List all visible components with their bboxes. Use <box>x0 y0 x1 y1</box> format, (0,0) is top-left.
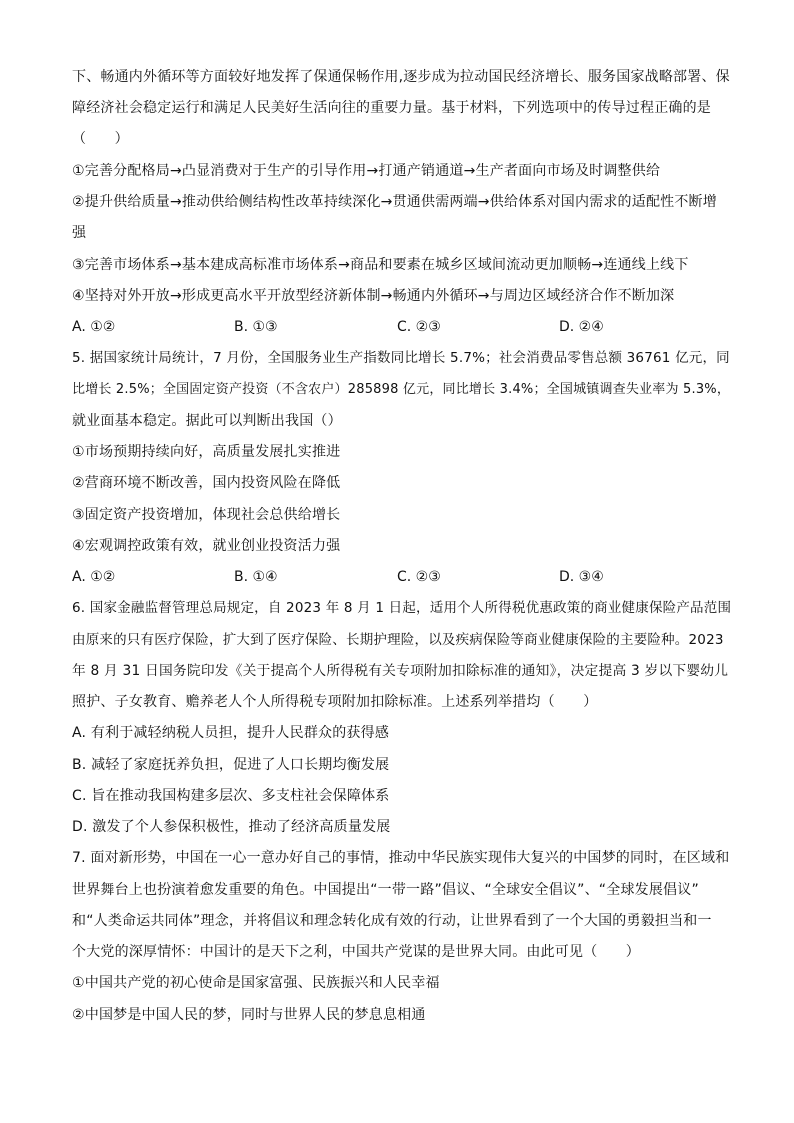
q5-item-2: ②营商环境不断改善，国内投资风险在降低 <box>72 475 341 491</box>
q5-item-1: ①市场预期持续向好，高质量发展扎实推进 <box>72 444 341 460</box>
q4-item-1: ①完善分配格局→凸显消费对于生产的引导作用→打通产销通道→生产者面向市场及时调整供给 <box>72 163 661 179</box>
q5-options <box>72 567 732 587</box>
q6-choice-b: B. 减轻了家庭抚养负担，促进了人口长期均衡发展 <box>72 757 390 773</box>
q6-choice-c: C. 旨在推动我国构建多层次、多支柱社会保障体系 <box>72 788 390 804</box>
q4-option-b: B. ①③ <box>234 319 278 335</box>
q5-option-d: D. ③④ <box>559 569 604 585</box>
q5-stem-line-1: 5. 据国家统计局统计，7 月份，全国服务业生产指数同比增长 5.7%；社会消费品零售总额 36761 亿元，同 <box>72 350 730 366</box>
q7-stem-line-2: 世界舞台上也扮演着愈发重要的角色。中国提出“一带一路”倡议、“全球安全倡议”、“全球发展倡议” <box>72 882 699 898</box>
q5-option-b: B. ①④ <box>234 569 278 585</box>
q4-item-2: ②提升供给质量→推动供给侧结构性改革持续深化→贯通供需两端→供给体系对国内需求的适配性不断增 <box>72 194 717 210</box>
q7-item-2: ②中国梦是中国人民的梦，同时与世界人民的梦息息相通 <box>72 1007 426 1023</box>
q4-stem-line-1: 下、畅通内外循环等方面较好地发挥了保通保畅作用,逐步成为拉动国民经济增长、服务国家战略部署、保 <box>72 69 730 85</box>
q6-stem-line-1: 6. 国家金融监督管理总局规定，自 2023 年 8 月 1 日起，适用个人所得税优惠政策的商业健康保险产品范围 <box>72 600 732 616</box>
q4-item-4: ④坚持对外开放→形成更高水平开放型经济新体制→畅通内外循环→与周边区域经济合作不断加深 <box>72 288 675 304</box>
q4-option-c: C. ②③ <box>397 319 441 335</box>
q7-stem-line-3: 和“人类命运共同体”理念，并将倡议和理念转化成有效的行动，让世界看到了一个大国的勇毅担当和一 <box>72 913 712 929</box>
q7-stem-line-4: 个大党的深厚情怀：中国计的是天下之利，中国共产党谋的是世界大同。由此可见（ ） <box>72 944 640 960</box>
q5-item-3: ③固定资产投资增加，体现社会总供给增长 <box>72 507 341 523</box>
q4-options <box>72 317 732 337</box>
q7-item-1: ①中国共产党的初心使命是国家富强、民族振兴和人民幸福 <box>72 975 440 991</box>
q4-item-3: ③完善市场体系→基本建成高标准市场体系→商品和要素在城乡区域间流动更加顺畅→连通线上线下 <box>72 257 689 273</box>
q5-option-a: A. ①② <box>72 569 116 585</box>
q6-stem-line-4: 照护、子女教育、赡养老人个人所得税专项附加扣除标准。上述系列举措均（ ） <box>72 694 598 710</box>
q6-choice-d: D. 激发了个人参保积极性，推动了经济高质量发展 <box>72 819 391 835</box>
q6-stem-line-3: 年 8 月 31 日国务院印发《关于提高个人所得税有关专项附加扣除标准的通知》，决定提高 3 岁以下婴幼儿 <box>72 663 729 679</box>
q5-option-c: C. ②③ <box>397 569 441 585</box>
q4-option-d: D. ②④ <box>559 319 604 335</box>
q4-option-a: A. ①② <box>72 319 116 335</box>
q4-stem-line-2: 障经济社会稳定运行和满足人民美好生活向往的重要力量。基于材料，下列选项中的传导过程正确的是 <box>72 100 711 116</box>
q5-stem-line-3: 就业面基本稳定。据此可以判断出我国（） <box>72 413 342 429</box>
q4-item-2-cont: 强 <box>72 225 87 241</box>
q5-item-4: ④宏观调控政策有效，就业创业投资活力强 <box>72 538 341 554</box>
q7-stem-line-1: 7. 面对新形势，中国在一心一意办好自己的事情，推动中华民族实现伟大复兴的中国梦的同时，在区域和 <box>72 850 730 866</box>
q6-stem-line-2: 由原来的只有医疗保险，扩大到了医疗保险、长期护理险，以及疾病保险等商业健康保险的主要险种。2023 <box>72 632 724 648</box>
q5-stem-line-2: 比增长 2.5%；全国固定资产投资（不含农户）285898 亿元，同比增长 3.4%；全国城镇调查失业率为 5.3%， <box>72 382 731 397</box>
q4-answer-blank: （ ） <box>72 131 129 147</box>
q6-choice-a: A. 有利于减轻纳税人员担，提升人民群众的获得感 <box>72 725 390 741</box>
